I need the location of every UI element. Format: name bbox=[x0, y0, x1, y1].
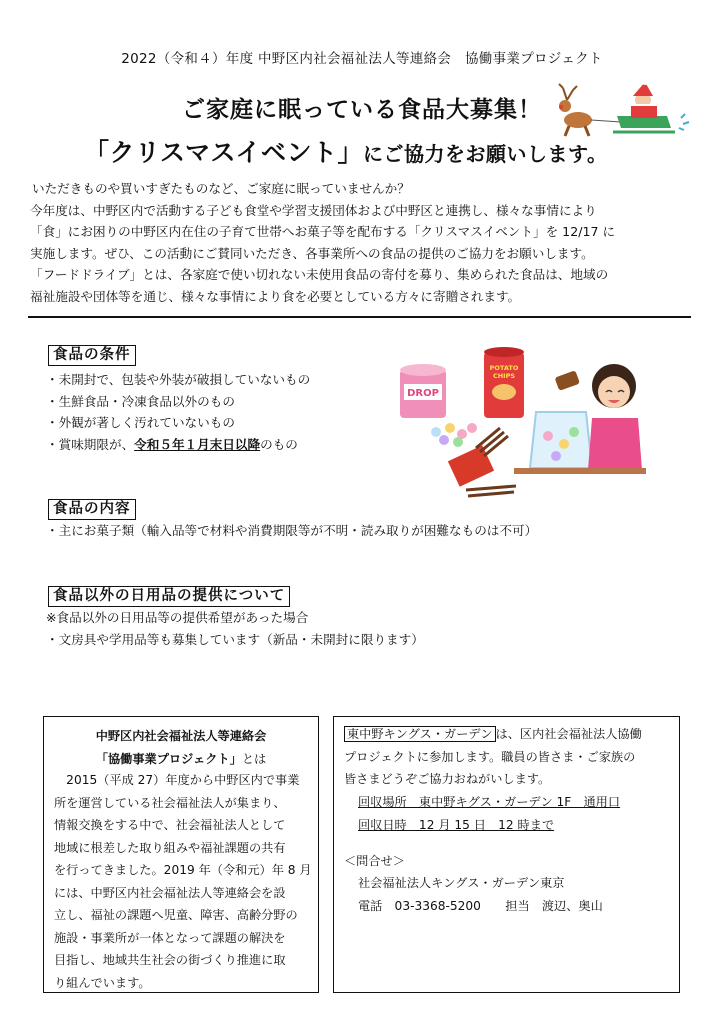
project-info-box bbox=[43, 716, 319, 993]
list-item: ・未開封で、包装や外装が破損していないもの bbox=[46, 372, 311, 387]
list-item: ※食品以外の日用品等の提供希望があった場合 bbox=[46, 610, 309, 625]
daily-goods-heading: 食品以外の日用品の提供について bbox=[48, 586, 290, 607]
main-title: ご家庭に眠っている食品大募集！ bbox=[182, 97, 542, 123]
box-line bbox=[344, 791, 679, 814]
sub-title-event: クリスマスイベント bbox=[109, 138, 338, 167]
box-body bbox=[54, 769, 316, 994]
box-line: プロジェクトに参加します。職員の皆さま・ご家族の bbox=[344, 749, 636, 764]
box-title: 中野区内社会福祉法人等連絡会 bbox=[95, 729, 267, 743]
contact-org: 社会福祉法人キングス・ガーデン東京 bbox=[358, 876, 565, 891]
expiry-prefix: ・賞味期限が、 bbox=[46, 436, 135, 452]
intro-line: 「フードドライブ」とは、各家庭で使い切れない未使用食品の寄付を募り、集められた食品は、地域の bbox=[30, 267, 609, 283]
expiry-suffix: のもの bbox=[260, 436, 298, 452]
sub-title-close: 」 bbox=[337, 138, 364, 167]
girl-with-sweets-icon bbox=[396, 340, 646, 505]
collection-date: 回収日時 12 月 15 日 12 時まで bbox=[358, 817, 555, 832]
line1-rest: は、区内社会福祉法人協働 bbox=[495, 727, 642, 741]
spacer bbox=[344, 837, 679, 850]
contact-phone: 電話 03-3368-5200 担当 渡辺、奥山 bbox=[358, 898, 603, 913]
contact-title: ＜問合せ＞ bbox=[344, 853, 405, 868]
collection-info-box bbox=[333, 716, 680, 993]
box-line: 所を運営している社会福祉法人が集まり、 bbox=[54, 795, 286, 810]
org-name: 東中野キングス・ガーデン bbox=[344, 726, 496, 742]
box-line: 施設・事業所が一体となって課題の解決を bbox=[54, 930, 286, 945]
sub-title-rest: にご協力をお願いします。 bbox=[363, 142, 608, 166]
sub-title-open: 「 bbox=[84, 138, 110, 167]
box-line: 2015（平成 27）年度から中野区内で事業 bbox=[54, 773, 300, 787]
intro-line: 実施します。ぜひ、この活動にご賛同いただき、各事業所への食品の提供のご協力をお願いします。 bbox=[30, 245, 594, 261]
collection-body bbox=[344, 723, 679, 918]
drop-label: DROP bbox=[407, 388, 439, 399]
collection-place: 回収場所 東中野キグス・ガーデン 1F 通用口 bbox=[358, 795, 621, 810]
conditions-heading: 食品の条件 bbox=[48, 345, 136, 366]
box-line: には、中野区内社会福祉法人等連絡会を設 bbox=[54, 885, 286, 900]
intro-line: 福祉施設や団体等を通じ、様々な事情により食を必要としている方々に寄贈されます。 bbox=[30, 288, 521, 304]
daily-goods-list bbox=[46, 607, 424, 650]
box-line: 立し、福祉の課題へ児童、障害、高齢分野の bbox=[54, 908, 298, 922]
box-line: 皆さまどうぞご協力おねがいします。 bbox=[344, 772, 551, 787]
box-line: 地域に根差した取り組みや福祉課題の共有 bbox=[54, 840, 286, 855]
intro-line: いただきものや買いすぎたものなど、ご家庭に眠っていませんか？ bbox=[32, 181, 410, 196]
box-line bbox=[344, 814, 679, 837]
list-item: ・生鮮食品・冷凍食品以外のもの bbox=[46, 393, 235, 409]
svg-text:CHIPS: CHIPS bbox=[492, 372, 516, 380]
box-line: を行ってきました。2019 年（令和元）年 8 月 bbox=[54, 863, 312, 877]
intro-text bbox=[30, 178, 704, 308]
conditions-list bbox=[46, 369, 310, 455]
project-header: 2022（令和４）年度 中野区内社会福祉法人等連絡会 協働事業プロジェクト bbox=[121, 51, 603, 67]
expiry-date: 令和５年１月末日以降 bbox=[134, 436, 261, 452]
box-line: 情報交換をする中で、社会福祉法人として bbox=[54, 818, 286, 832]
box-line: り組んでいます。 bbox=[54, 975, 151, 990]
box-line bbox=[344, 723, 679, 746]
list-item bbox=[46, 434, 310, 456]
box-subtitle-rest: とは bbox=[241, 752, 267, 766]
svg-text:POTATO: POTATO bbox=[489, 364, 519, 372]
intro-line: 今年度は、中野区内で活動する子ども食堂や学習支援団体および中野区と連携し、様々な事情により bbox=[30, 202, 597, 218]
intro-line: 「食」にお困りの中野区内在住の子育て世帯へお菓子等を配布する「クリスマスイベント」を 12/17 に bbox=[30, 224, 616, 240]
list-item: ・文房具や学用品等も募集しています（新品・未開封に限ります） bbox=[46, 631, 424, 647]
box-line: 目指し、地域共生社会の街づくり推進に取 bbox=[54, 953, 286, 967]
contents-list bbox=[46, 520, 537, 542]
list-item: ・主にお菓子類（輸入品等で材料や消費期限等が不明・読み取りが困難なものは不可） bbox=[46, 523, 538, 538]
contents-heading: 食品の内容 bbox=[48, 499, 136, 520]
sub-title bbox=[84, 133, 607, 169]
box-subtitle bbox=[44, 750, 318, 767]
box-subtitle-bold: 「協働事業プロジェクト」 bbox=[95, 752, 242, 766]
divider bbox=[28, 316, 691, 318]
list-item: ・外観が著しく汚れていないもの bbox=[46, 415, 235, 430]
